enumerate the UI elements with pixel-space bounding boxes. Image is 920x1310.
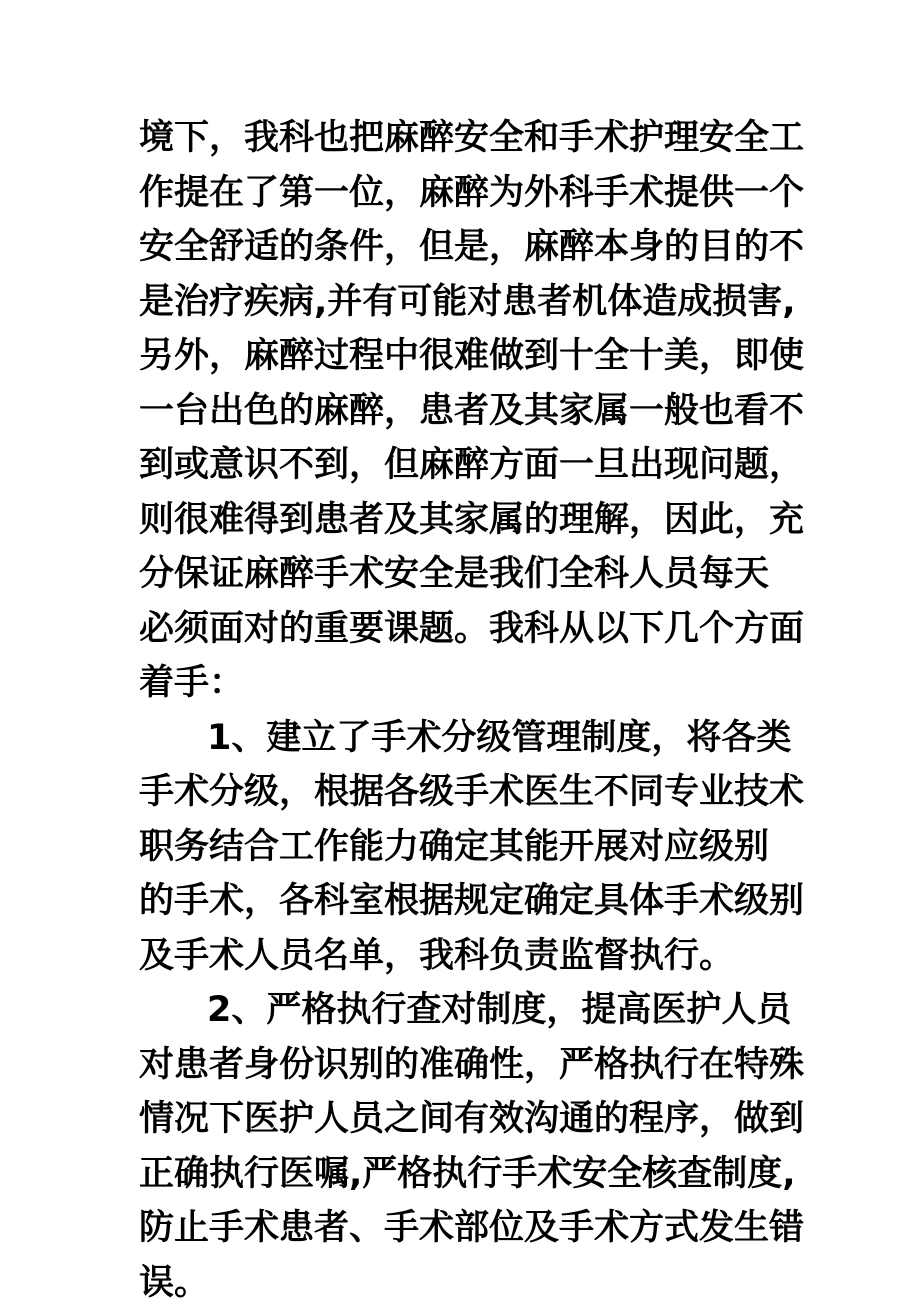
list-item-1-heading-line: 1、建立了手术分级管理制度，将各类: [139, 711, 789, 766]
text-line: 防止手术患者、手术部位及手术方式发生错: [139, 1201, 789, 1256]
text-line: 一台出色的麻醉，患者及其家属一般也看不: [139, 384, 789, 439]
text-line: 情况下医护人员之间有效沟通的程序，做到: [139, 1092, 789, 1147]
text-line: 的手术，各科室根据规定确定具体手术级别: [139, 874, 789, 929]
text-line: 安全舒适的条件，但是，麻醉本身的目的不: [139, 220, 789, 275]
text-line: 误。: [139, 1256, 789, 1310]
text-line: 到或意识不到，但麻醉方面一旦出现问题，: [139, 438, 789, 493]
text-line: 着手：: [139, 656, 789, 711]
text-line: 对患者身份识别的准确性，严格执行在特殊: [139, 1038, 789, 1093]
text-line: 正确执行医嘱,严格执行手术安全核查制度,: [139, 1147, 789, 1202]
document-body: [139, 111, 789, 1310]
text-line: 是治疗疾病,并有可能对患者机体造成损害,: [139, 275, 789, 330]
text-line: 分保证麻醉手术安全是我们全科人员每天: [139, 547, 789, 602]
list-item-2-heading-line: 2、严格执行查对制度，提高医护人员: [139, 983, 789, 1038]
text-line: 职务结合工作能力确定其能开展对应级别: [139, 820, 789, 875]
text-line: 必须面对的重要课题。我科从以下几个方面: [139, 602, 789, 657]
text-line: 及手术人员名单，我科负责监督执行。: [139, 929, 789, 984]
text-line: 手术分级，根据各级手术医生不同专业技术: [139, 765, 789, 820]
text-line: 境下，我科也把麻醉安全和手术护理安全工: [139, 111, 789, 166]
text-line: 作提在了第一位，麻醉为外科手术提供一个: [139, 166, 789, 221]
text-line: 另外，麻醉过程中很难做到十全十美，即使: [139, 329, 789, 384]
text-line: 则很难得到患者及其家属的理解，因此，充: [139, 493, 789, 548]
